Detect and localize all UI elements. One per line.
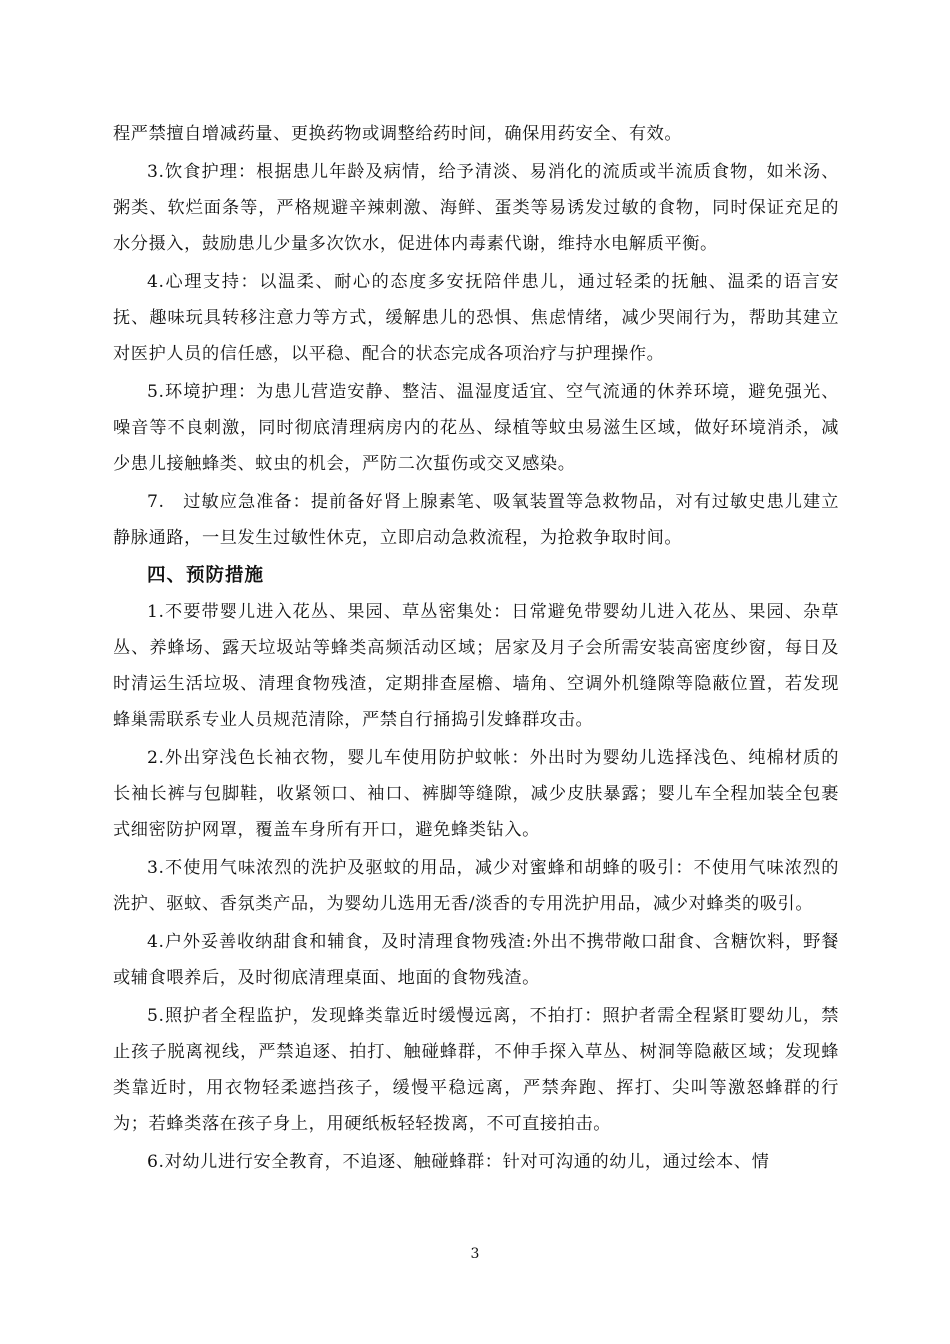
- page-number: 3: [470, 1246, 480, 1262]
- paragraph-allergy-emergency: 7. 过敏应急准备：提前备好肾上腺素笔、吸氧装置等急救物品，对有过敏史患儿建立静脉通路，一旦发生过敏性休克，立即启动急救流程，为抢救争取时间。: [113, 492, 839, 548]
- prevention-item: 1.不要带婴儿进入花丛、果园、草丛密集处：日常避免带婴幼儿进入花丛、果园、杂草丛、养蜂场、露天垃圾站等蜂类高频活动区域；居家及月子会所需安装高密度纱窗，每日及时清运生活垃圾、清理食物残渣，定期排查屋檐、墙角、空调外机缝隙等隐蔽位置，若发现蜂巢需联系专业人员规范清除，严禁自行捅捣引发蜂群攻击。: [113, 602, 839, 730]
- prevention-item: 2.外出穿浅色长袖衣物，婴儿车使用防护蚊帐：外出时为婴幼儿选择浅色、纯棉材质的长袖长裤与包脚鞋，收紧领口、袖口、裤脚等缝隙，减少皮肤暴露；婴儿车全程加装全包裹式细密防护网罩，覆盖车身所有开口，避免蜂类钻入。: [113, 748, 839, 840]
- prevention-item: 5.照护者全程监护，发现蜂类靠近时缓慢远离，不拍打：照护者需全程紧盯婴幼儿，禁止孩子脱离视线，严禁追逐、拍打、触碰蜂群，不伸手探入草丛、树洞等隐蔽区域；发现蜂类靠近时，用衣物轻柔遮挡孩子，缓慢平稳远离，严禁奔跑、挥打、尖叫等激怒蜂群的行为；若蜂类落在孩子身上，用硬纸板轻轻拨离，不可直接拍击。: [113, 1006, 839, 1134]
- prevention-item: 3.不使用气味浓烈的洗护及驱蚊的用品，减少对蜜蜂和胡蜂的吸引：不使用气味浓烈的洗护、驱蚊、香氛类产品，为婴幼儿选用无香/淡香的专用洗护用品，减少对蜂类的吸引。: [113, 858, 839, 914]
- paragraph-environment-care: 5.环境护理：为患儿营造安静、整洁、温湿度适宜、空气流通的休养环境，避免强光、噪音等不良刺激，同时彻底清理病房内的花丛、绿植等蚊虫易滋生区域，做好环境消杀，减少患儿接触蜂类、蚊虫的机会，严防二次蜇伤或交叉感染。: [113, 382, 839, 474]
- prevention-item: 4.户外妥善收纳甜食和辅食，及时清理食物残渣:外出不携带敞口甜食、含糖饮料，野餐或辅食喂养后，及时彻底清理桌面、地面的食物残渣。: [113, 932, 839, 988]
- paragraph-diet-care: 3.饮食护理：根据患儿年龄及病情，给予清淡、易消化的流质或半流质食物，如米汤、粥类、软烂面条等，严格规避辛辣刺激、海鲜、蛋类等易诱发过敏的食物，同时保证充足的水分摄入，鼓励患儿少量多次饮水，促进体内毒素代谢，维持水电解质平衡。: [113, 162, 839, 254]
- document-body: [113, 116, 839, 1182]
- paragraph-continuation: 程严禁擅自增减药量、更换药物或调整给药时间，确保用药安全、有效。: [113, 124, 683, 144]
- paragraph-psychological-support: 4.心理支持：以温柔、耐心的态度多安抚陪伴患儿，通过轻柔的抚触、温柔的语言安抚、趣味玩具转移注意力等方式，缓解患儿的恐惧、焦虑情绪，减少哭闹行为，帮助其建立对医护人员的信任感，以平稳、配合的状态完成各项治疗与护理操作。: [113, 272, 839, 364]
- prevention-item: 6.对幼儿进行安全教育，不追逐、触碰蜂群：针对可沟通的幼儿，通过绘本、情: [147, 1152, 770, 1172]
- section-heading-prevention: 四、预防措施: [147, 565, 265, 586]
